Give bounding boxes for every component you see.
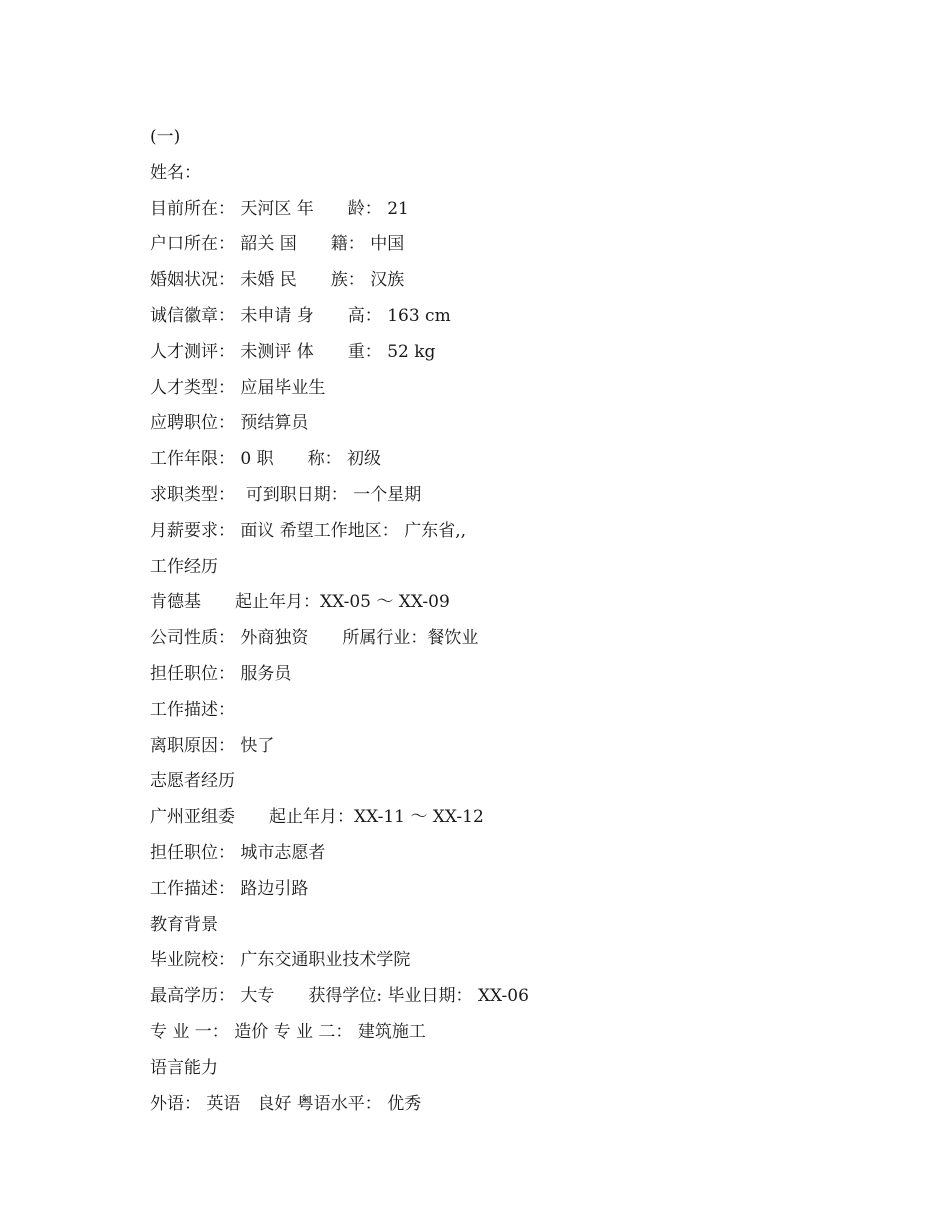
work-description-line: 工作描述： <box>150 699 235 720</box>
company-type-industry-line: 公司性质： 外商独资 所属行业：餐饮业 <box>150 628 479 649</box>
work-position-line: 担任职位： 服务员 <box>150 663 292 684</box>
degree-graduation-line: 最高学历： 大专 获得学位: 毕业日期： XX-06 <box>150 986 529 1007</box>
majors-line: 专 业 一： 造价 专 业 二： 建筑施工 <box>150 1021 426 1042</box>
volunteer-heading: 志愿者经历 <box>150 771 235 792</box>
employer-period-line: 肯德基 起止年月：XX-05 ～ XX-09 <box>150 592 450 613</box>
work-experience-heading: 工作经历 <box>150 556 218 577</box>
volunteer-org-period-line: 广州亚组委 起止年月：XX-11 ～ XX-12 <box>150 807 484 828</box>
badge-height-line: 诚信徽章： 未申请 身 高： 163 cm <box>150 305 451 326</box>
hukou-nationality-line: 户口所在： 韶关 国 籍： 中国 <box>150 234 405 255</box>
resume-document <box>150 120 850 1122</box>
leave-reason-line: 离职原因： 快了 <box>150 735 275 756</box>
job-type-start-line: 求职类型： 可到职日期： 一个星期 <box>150 484 422 505</box>
marital-ethnicity-line: 婚姻状况： 未婚 民 族： 汉族 <box>150 270 405 291</box>
language-heading: 语言能力 <box>150 1057 218 1078</box>
talent-type-line: 人才类型： 应届毕业生 <box>150 377 326 398</box>
assessment-weight-line: 人才测评： 未测评 体 重： 52 kg <box>150 341 436 362</box>
salary-region-line: 月薪要求： 面议 希望工作地区： 广东省,, <box>150 520 467 541</box>
name-line: 姓名： <box>150 162 201 183</box>
school-line: 毕业院校： 广东交通职业技术学院 <box>150 950 411 971</box>
volunteer-description-line: 工作描述： 路边引路 <box>150 878 309 899</box>
language-skills-line: 外语： 英语 良好 粤语水平： 优秀 <box>150 1093 422 1114</box>
location-age-line: 目前所在： 天河区 年 龄： 21 <box>150 198 409 219</box>
education-heading: 教育背景 <box>150 914 218 935</box>
applied-position-line: 应聘职位： 预结算员 <box>150 413 309 434</box>
volunteer-position-line: 担任职位： 城市志愿者 <box>150 842 326 863</box>
work-years-title-line: 工作年限： 0 职 称： 初级 <box>150 449 382 470</box>
section-number: (一) <box>150 127 181 147</box>
